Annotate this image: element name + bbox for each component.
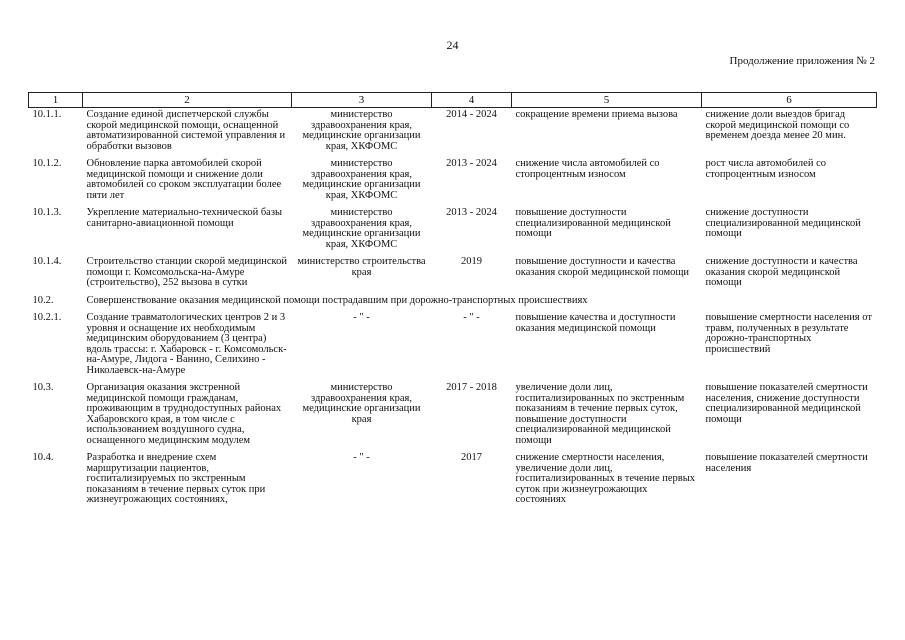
table-row	[29, 255, 877, 294]
measures-table	[28, 92, 877, 511]
table-row	[29, 157, 877, 206]
indicator-impact: повышение смертности населения от травм, полученных в результате дорожно-транспортных происшествий	[705, 312, 872, 355]
executor: министерство здравоохранения края, медицинские организации края, ХКФОМС	[302, 207, 421, 250]
measure-name: Обновление парка автомобилей скорой медицинской помощи и снижение доли автомобилей со сроком эксплуатации более пяти лет	[86, 158, 282, 201]
row-number: 10.1.4.	[32, 256, 62, 267]
table-row	[29, 381, 877, 451]
expected-result: повышение доступности и качества оказания скорой медицинской помощи	[515, 256, 690, 278]
column-header: 2	[83, 93, 292, 108]
column-header: 4	[432, 93, 512, 108]
executor: министерство здравоохранения края, медицинские организации края, ХКФОМС	[302, 158, 421, 201]
row-number: 10.1.2.	[32, 158, 62, 169]
indicator-impact: снижение доступности и качества оказания скорой медицинской помощи	[705, 256, 858, 288]
period: 2013 - 2024	[446, 207, 497, 218]
expected-result: сокращение времени приема вызова	[515, 109, 678, 120]
column-header: 5	[512, 93, 702, 108]
measure-name: Создание единой диспетчерской службы скорой медицинской помощи, оснащенной автоматизированной системой управления и обработки вызовов	[86, 109, 286, 152]
table-row	[29, 206, 877, 255]
period: 2013 - 2024	[446, 158, 497, 169]
period: 2017	[461, 452, 482, 463]
column-header: 6	[702, 93, 877, 108]
expected-result: снижение смертности населения, увеличение доли лиц, госпитализированных в течение первых суток при жизнеугрожающих состояниях	[515, 452, 696, 505]
appendix-continuation-label: Продолжение приложения № 2	[729, 55, 875, 67]
row-number: 10.1.3.	[32, 207, 62, 218]
indicator-impact: рост числа автомобилей со стопроцентным износом	[705, 158, 826, 180]
measure-name: Создание травматологических центров 2 и 3 уровня и оснащение их необходимым медицинским оборудованием (3 центра) вдоль трассы: г. Хабаровск - г. Комсомольск-на-Амуре, Лидога - Ванино, Селихино - Николаевск-на-Амуре	[86, 312, 287, 376]
indicator-impact: снижение доли выездов бригад скорой медицинской помощи со временем доезда менее 20 мин.	[705, 109, 850, 141]
page-number: 24	[446, 38, 459, 52]
row-number: 10.2.	[32, 294, 54, 306]
measure-name: Укрепление материально-технической базы санитарно-авиационной помощи	[86, 207, 283, 229]
table-row	[29, 311, 877, 381]
table-row	[29, 451, 877, 511]
row-number: 10.1.1.	[32, 109, 62, 120]
column-header: 3	[292, 93, 432, 108]
period: - " -	[463, 312, 480, 323]
row-number: 10.2.1.	[32, 312, 62, 323]
executor: министерство здравоохранения края, медицинские организации края	[302, 382, 421, 425]
measure-name: Строительство станции скорой медицинской помощи г. Комсомольска-на-Амуре (строительство), 252 вызова в сутки	[86, 256, 287, 288]
row-number: 10.4.	[32, 452, 54, 463]
expected-result: повышение доступности специализированной медицинской помощи	[515, 207, 671, 239]
measure-name: Организация оказания экстренной медицинской помощи гражданам, проживающим в труднодоступных районах Хабаровского края, в том числе с использованием воздушного судна, оснащенного медицинским модулем	[86, 382, 282, 446]
expected-result: увеличение доли лиц, госпитализированных по экстренным показаниям в течение первых суток, повышение доступности специализированной медицинской помощи	[515, 382, 685, 446]
executor: министерство строительства края	[297, 256, 426, 278]
expected-result: снижение числа автомобилей со стопроцентным износом	[515, 158, 660, 180]
measure-name: Разработка и внедрение схем маршрутизации пациентов, госпитализируемых по экстренным показаниям в течение первых суток при жизнеугрожающих состояниях,	[86, 452, 266, 505]
indicator-impact: снижение доступности специализированной медицинской помощи	[705, 207, 861, 239]
executor: - " -	[353, 312, 370, 323]
table-row	[29, 108, 877, 158]
row-number: 10.3.	[32, 382, 54, 393]
executor: - " -	[353, 452, 370, 463]
period: 2014 - 2024	[446, 109, 497, 120]
column-header: 1	[29, 93, 83, 108]
period: 2019	[461, 256, 482, 267]
table-header-row	[29, 93, 877, 108]
section-row	[29, 294, 877, 312]
period: 2017 - 2018	[446, 382, 497, 393]
executor: министерство здравоохранения края, медицинские организации края, ХКФОМС	[302, 109, 421, 152]
section-title: Совершенствование оказания медицинской помощи пострадавшим при дорожно-транспортных происшествиях	[86, 294, 588, 306]
indicator-impact: повышение показателей смертности населения, снижение доступности специализированной медицинской помощи	[705, 382, 868, 425]
indicator-impact: повышение показателей смертности населения	[705, 452, 868, 474]
expected-result: повышение качества и доступности оказания медицинской помощи	[515, 312, 676, 334]
